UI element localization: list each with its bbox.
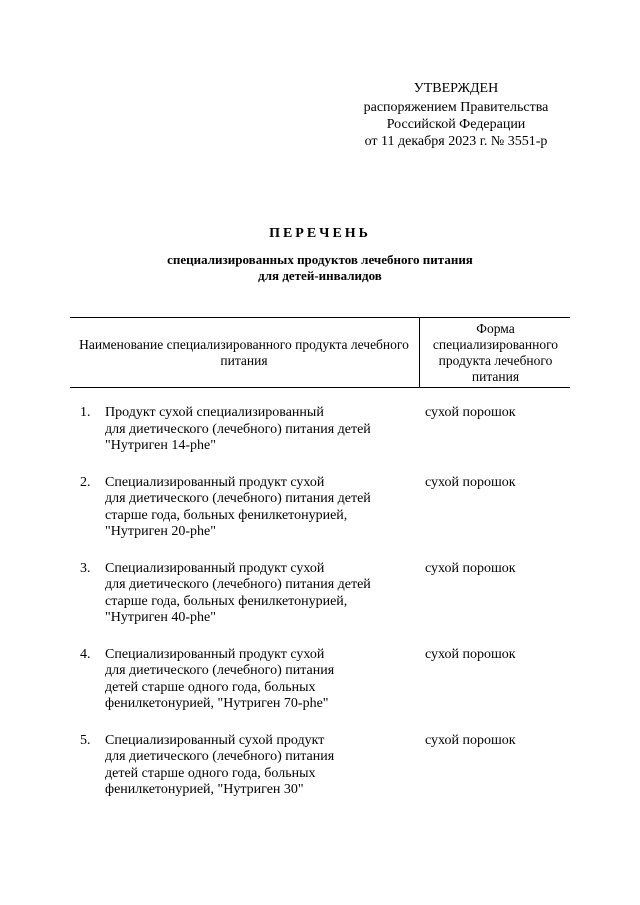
row-description [105,475,405,541]
row-description-line: старше года, больных фенилкетонурией, [105,507,348,523]
row-form: сухой порошок [425,474,516,490]
table-row [70,647,570,713]
row-description-line: для диетического (лечебного) питания детей [105,491,371,506]
row-description-line: "Нутриген 20-phe" [105,524,216,539]
table-row [70,475,570,541]
document-subtitle [70,252,570,284]
row-number: 1. [80,405,91,420]
row-description-line: детей старше одного года, больных [105,679,316,695]
subtitle-line: специализированных продуктов лечебного питания [167,252,473,267]
document-title: ПЕРЕЧЕНЬ [269,226,371,241]
row-description-line: Специализированный продукт сухой [105,646,325,662]
row-number: 5. [80,732,91,748]
row-description-line: Специализированный продукт сухой [105,474,325,490]
row-number: 2. [80,474,91,490]
approval-line: распоряжением Правительства [363,100,549,115]
row-description-line: Продукт сухой специализированный [105,405,324,420]
row-description-line: старше года, больных фенилкетонурией, [105,593,348,609]
approval-block [340,80,572,150]
row-description [105,647,405,713]
table-body [70,405,570,819]
row-description-line: для диетического (лечебного) питания детей [105,421,371,437]
row-description [105,561,405,627]
header-divider [419,318,420,387]
row-description-line: для диетического (лечебного) питания [105,663,335,678]
row-form: сухой порошок [425,560,516,576]
row-description-line: фенилкетонурией, "Нутриген 70-phe" [105,696,329,711]
row-form: сухой порошок [425,732,516,748]
approval-line: от 11 декабря 2023 г. № 3551-р [364,134,548,149]
header-form: Форма специализированного продукта лечебного питания [432,320,559,384]
row-description-line: "Нутриген 40-phe" [105,610,216,625]
row-description-line: Специализированный продукт сухой [105,560,325,576]
row-description [105,733,405,799]
subtitle-line: для детей-инвалидов [258,268,382,283]
table-row [70,405,570,455]
row-form: сухой порошок [425,405,516,420]
header-name: Наименование специализированного продукта лечебного питания [79,336,409,368]
table-header [70,317,570,388]
row-description-line: для диетического (лечебного) питания детей [105,577,371,592]
row-form: сухой порошок [425,646,516,662]
row-description-line: детей старше одного года, больных [105,765,316,781]
row-description-line: Специализированный сухой продукт [105,732,325,748]
row-description-line: для диетического (лечебного) питания [105,749,335,764]
approval-stamp: УТВЕРЖДЕН [413,81,499,96]
row-number: 4. [80,646,91,662]
approval-line: Российской Федерации [386,117,526,132]
table-row [70,561,570,627]
table-row [70,733,570,799]
row-description-line: "Нутриген 14-phe" [105,438,216,453]
row-description-line: фенилкетонурией, "Нутриген 30" [105,782,304,797]
row-number: 3. [80,560,91,576]
row-description [105,405,405,455]
